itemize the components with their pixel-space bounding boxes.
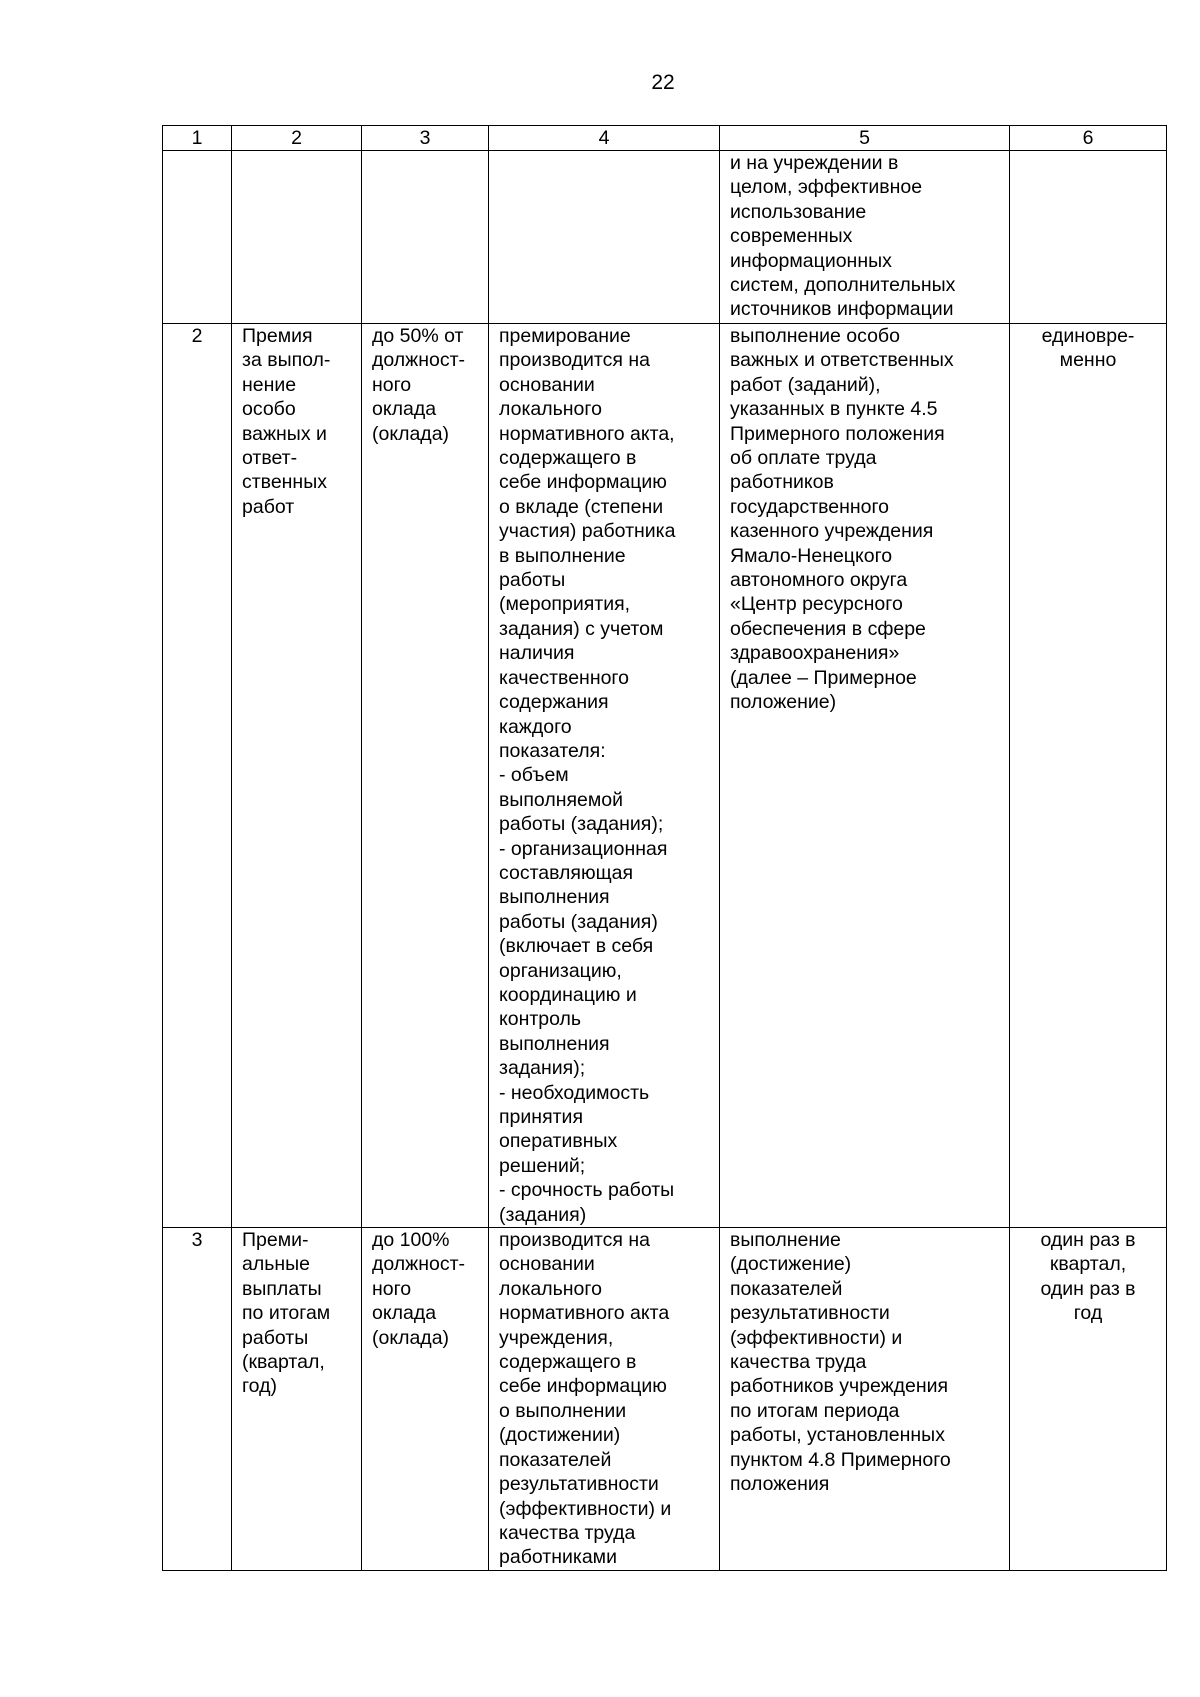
- payment-period-cell: один раз в квартал, один раз в год: [1010, 1228, 1167, 1571]
- column-number: 4: [489, 126, 720, 151]
- column-number: 5: [720, 126, 1010, 151]
- row-number-cell: 2: [163, 324, 232, 1228]
- payment-amount-cell: [362, 151, 489, 324]
- payment-conditions-cell: и на учреждении в целом, эффективное использование современных информационных систем, дополнительных источников информации: [720, 151, 1010, 324]
- page-number: 22: [651, 71, 675, 94]
- table-row: [163, 1228, 1167, 1571]
- payment-basis-cell: [489, 151, 720, 324]
- payment-basis-cell: производится на основании локального нормативного акта учреждения, содержащего в себе информацию о выполнении (достижении) показателей результативности (эффективности) и качества труда работниками: [489, 1228, 720, 1571]
- column-number: 6: [1010, 126, 1167, 151]
- table-row: [163, 324, 1167, 1228]
- table-row: [163, 151, 1167, 324]
- payment-basis-cell: премирование производится на основании локального нормативного акта, содержащего в себе информацию о вкладе (степени участия) работника в выполнение работы (мероприятия, задания) с учетом наличия качественного содержания каждого показателя: - объем выполняемой работы (задания); - организационная составляющая выполнения работы (задания) (включает в себя организацию, координацию и контроль выполнения задания); - необходимость принятия оперативных решений; - срочность работы (задания): [489, 324, 720, 1228]
- row-number-cell: [163, 151, 232, 324]
- payment-amount-cell: до 50% от должност- ного оклада (оклада): [362, 324, 489, 1228]
- column-number: 2: [232, 126, 362, 151]
- payments-table: [162, 125, 1167, 1571]
- column-number: 1: [163, 126, 232, 151]
- column-number: 3: [362, 126, 489, 151]
- payment-name-cell: [232, 151, 362, 324]
- payment-amount-cell: до 100% должност- ного оклада (оклада): [362, 1228, 489, 1571]
- payment-conditions-cell: выполнение особо важных и ответственных работ (заданий), указанных в пункте 4.5 Примерного положения об оплате труда работников государственного казенного учреждения Ямало-Ненецкого автономного округа «Центр ресурсного обеспечения в сфере здравоохранения» (далее – Примерное положение): [720, 324, 1010, 1228]
- payment-name-cell: Премия за выпол- нение особо важных и ответ- ственных работ: [232, 324, 362, 1228]
- payment-period-cell: [1010, 151, 1167, 324]
- payment-conditions-cell: выполнение (достижение) показателей результативности (эффективности) и качества труда работников учреждения по итогам периода работы, установленных пунктом 4.8 Примерного положения: [720, 1228, 1010, 1571]
- column-number-row: [163, 126, 1167, 151]
- payment-name-cell: Преми- альные выплаты по итогам работы (квартал, год): [232, 1228, 362, 1571]
- payment-period-cell: единовре- менно: [1010, 324, 1167, 1228]
- row-number-cell: 3: [163, 1228, 232, 1571]
